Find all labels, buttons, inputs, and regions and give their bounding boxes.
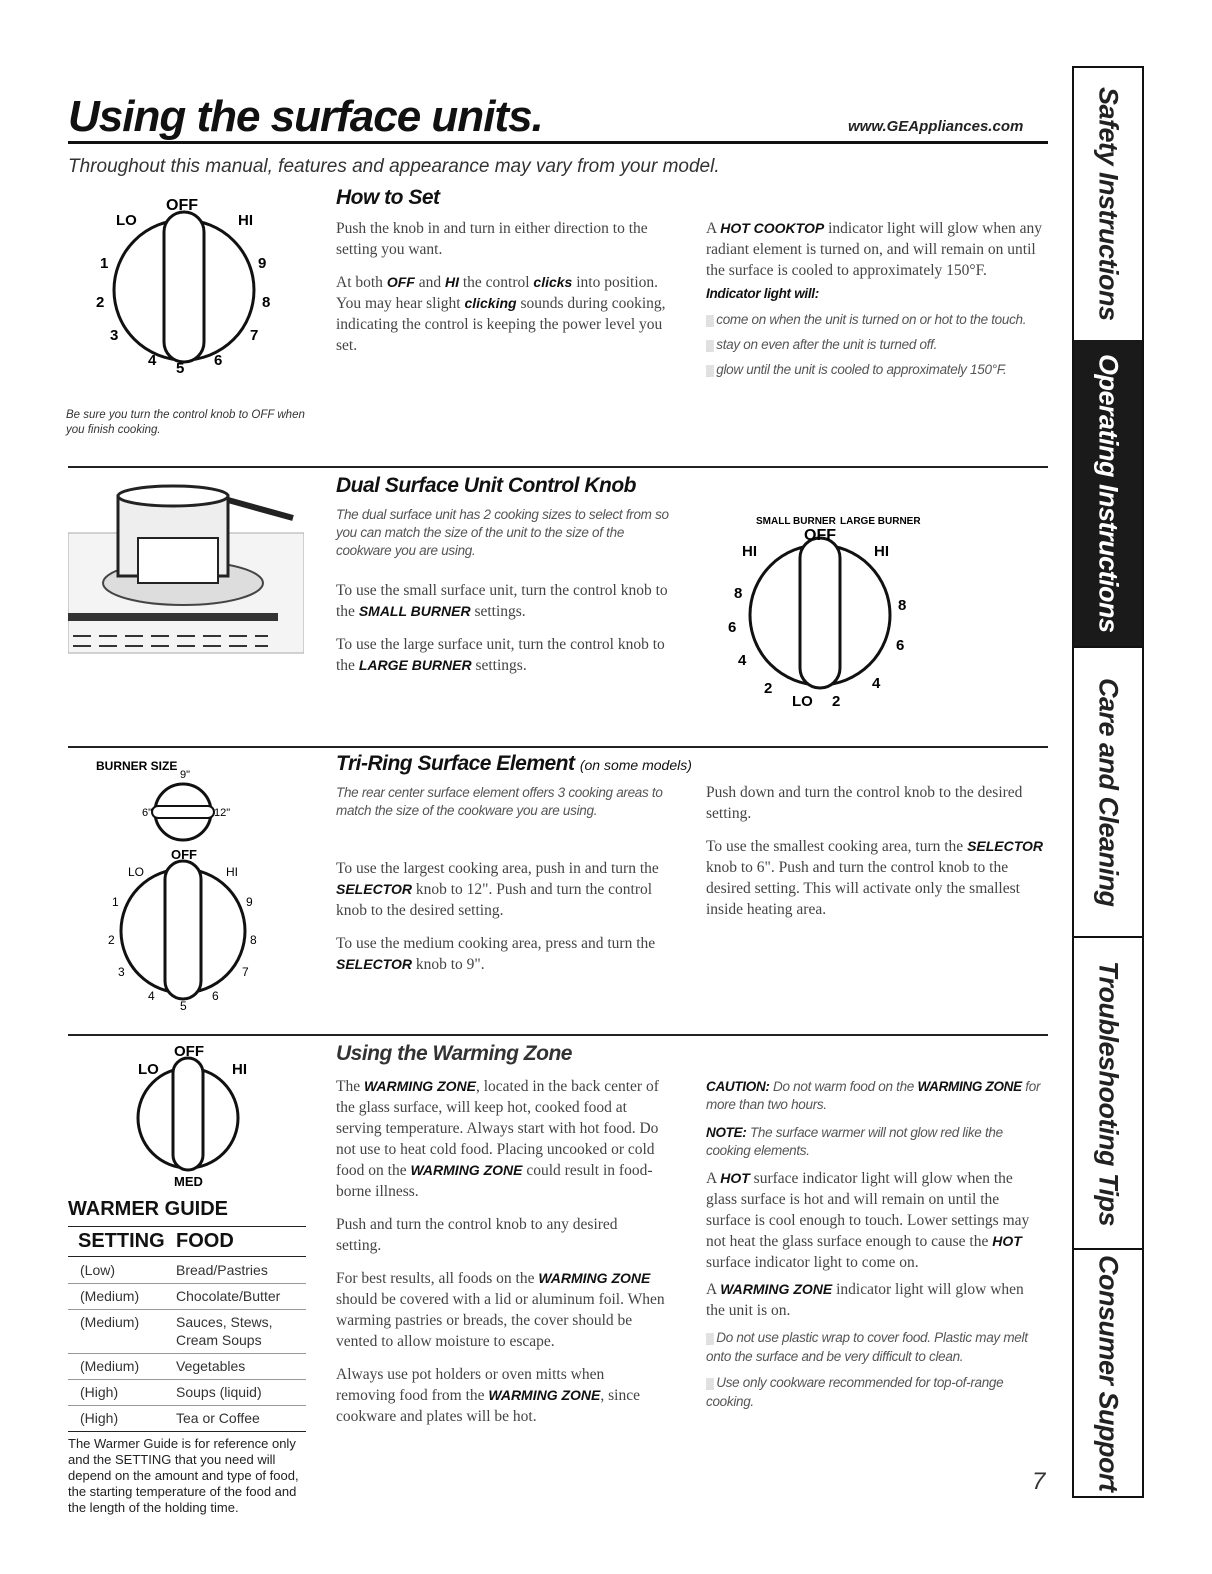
dual-surface-intro: The dual surface unit has 2 cooking sizes to select from so you can match the size of the unit to the size of the cookware you are using. [336,507,669,558]
knob-label: SMALL BURNER [756,516,836,527]
knob-label: OFF [174,1043,204,1060]
knob-label: LARGE BURNER [840,516,921,527]
knob-label: OFF [171,847,197,862]
tri-ring-text-right: Push down and turn the control knob to the desired setting. To use the smallest cooking area, turn the SELECTOR knob to 6". Push and turn the control knob to the desired setting. This will activate only the smallest inside heating area. [706,784,1044,918]
warming-zone-heading: Using the Warming Zone [336,1042,572,1065]
guide-setting: (Medium) [80,1288,140,1304]
website-url[interactable]: www.GEAppliances.com [848,118,1024,135]
knob-label: 6 [214,352,223,369]
tab-operating-instructions[interactable]: Operating Instructions [1074,340,1142,646]
tab-troubleshooting-tips[interactable]: Troubleshooting Tips [1093,960,1124,1226]
guide-food: Cream Soups [176,1332,262,1348]
knob-label: 6" [142,807,153,819]
guide-food: Chocolate/Butter [176,1288,281,1304]
knob-label: MED [174,1174,203,1189]
warming-zone-text-left: The WARMING ZONE, located in the back center of the glass surface, will keep hot, cooked food at serving temperature. Always start with hot food. Do not use to heat cold food. Placing uncooked or cold food on the WARMING ZONE could result in food-borne illness. Push and turn the control knob to any desired setting. For best results, all foods on the WARMING ZONE should be covered with a lid or aluminum foil. When warming pastries or breads, the cover should be vented to allow moisture to escape. Always use pot holders or oven mitts when removing food from the WARMING ZONE, since cookware and plates will be hot. [336,1078,665,1425]
tab-consumer-support[interactable]: Consumer Support [1093,1254,1124,1492]
knob-label: 2 [108,933,115,947]
knob-label: HI [232,1061,247,1078]
knob-label: HI [226,865,238,879]
knob-label: 7 [242,965,249,979]
knob-label: 5 [176,360,185,377]
warming-zone-knob-illustration [100,1040,300,1190]
knob-label: 3 [118,965,125,979]
guide-setting: (Low) [80,1262,116,1278]
section-tabs [1072,66,1144,1498]
tri-ring-heading: Tri-Ring Surface Element (on some models) [336,752,692,775]
knob-lo-label: LO [116,212,137,229]
indicator-bullet: ▒ come on when the unit is turned on or hot to the touch. [706,311,1046,330]
tri-ring-intro: The rear center surface element offers 3 cooking areas to match the size of the cookware you are using. [336,785,663,818]
knob-hi-label: HI [238,212,253,229]
guide-setting: (High) [80,1384,119,1400]
guide-setting: (Medium) [80,1358,140,1374]
knob-label: LO [792,693,813,710]
knob-label: 2 [832,693,841,710]
dual-burner-pots-illustration [68,478,304,663]
warming-zone-text-right: CAUTION: Do not warm food on the WARMING ZONE for more than two hours. NOTE: The surface warmer will not glow red like the cooking elements. A HOT surface indicator light will glow when the glass surface is hot and will remain on until the surface is cool enough to touch. Lower settings may not heat the glass surface enough to cause the HOT surface indicator light to come on. A WARMING ZONE indicator light will glow when the unit is on. ▒ Do not use plastic wrap to cover food. Plastic may melt onto the surface and be very difficult to clean. ▒ Use only cookware recommended for top-of-range cooking. [706,1078,1046,1411]
knob-label: 8 [734,585,743,602]
how-to-set-heading: How to Set [336,186,440,209]
tri-ring-knobs-illustration [68,756,308,1018]
section-divider [68,746,1048,748]
knob-label: 4 [148,352,157,369]
column-header-food: FOOD [176,1230,234,1252]
knob-label: 2 [764,680,773,697]
knob-label: 5 [180,999,187,1013]
knob-label: 8 [898,597,907,614]
knob-label: 6 [896,637,905,654]
knob-label: 9 [258,255,267,272]
knob-label: 1 [100,255,109,272]
knob-label: 3 [110,327,119,344]
dual-surface-heading: Dual Surface Unit Control Knob [336,474,636,497]
warming-bullet: ▒ Do not use plastic wrap to cover food. Plastic may melt onto the surface and be very difficult to clean. [706,1329,1046,1366]
knob-label: 6 [212,989,219,1003]
control-knob-illustration [66,190,316,390]
knob-label: HI [874,543,889,560]
how-to-set-text: Push the knob in and turn in either direction to the setting you want. At both OFF and HI the control clicks into position. You may hear slight clicking sounds during cooking, indicating the control is keeping the power level you set. [336,220,666,354]
knob-label: HI [742,543,757,560]
dual-surface-text: To use the small surface unit, turn the control knob to the SMALL BURNER settings. To use the large surface unit, turn the control knob to the LARGE BURNER settings. [336,582,668,674]
knob-label: LO [138,1061,159,1078]
guide-food: Vegetables [176,1358,246,1374]
dual-knob-illustration [712,510,932,710]
hot-cooktop-text: A HOT COOKTOP indicator light will glow when any radiant element is turned on, and will remain on until the surface is cooled to approximately 150°F. Indicator light will: ▒ come on when the unit is turned on or hot to the touch. ▒ stay on even after the unit is turned off. ▒ glow until the unit is cooled to approximately 150°F. [706,218,1046,380]
knob-label: 12" [214,807,231,819]
column-header-setting: SETTING [78,1230,165,1252]
tab-care-and-cleaning[interactable]: Care and Cleaning [1093,677,1124,907]
guide-food: Bread/Pastries [176,1262,268,1278]
section-divider [68,1034,1048,1036]
knob-label: 9" [180,769,191,781]
page-number: 7 [1032,1468,1046,1495]
guide-setting: (High) [80,1410,119,1426]
header-rule [68,141,1048,144]
tri-ring-text-left: To use the largest cooking area, push in and turn the SELECTOR knob to 12". Push and turn the control knob to the desired setting. To use the medium cooking area, press and turn the SELECTOR knob to 9". [336,860,659,973]
knob-label: 2 [96,294,105,311]
knob-label: BURNER SIZE [96,759,178,773]
warming-bullet: ▒ Use only cookware recommended for top-of-range cooking. [706,1374,1046,1411]
warmer-guide-title: WARMER GUIDE [68,1198,228,1220]
knob-label: 4 [148,989,155,1003]
warmer-guide-note: The Warmer Guide is for reference only and the SETTING that you need will depend on the amount and type of food, the starting temperature of the food and the length of the holding time. [68,1436,299,1515]
indicator-bullet: ▒ glow until the unit is cooled to approximately 150°F. [706,361,1046,380]
knob-label: 4 [738,652,747,669]
guide-food: Sauces, Stews, [176,1314,273,1330]
knob-off-label: OFF [166,197,198,214]
page-subtitle: Throughout this manual, features and appearance may vary from your model. [68,156,720,177]
guide-food: Soups (liquid) [176,1384,262,1400]
indicator-heading: Indicator light will: [706,286,819,301]
knob-label: 6 [728,619,737,636]
guide-setting: (Medium) [80,1314,140,1330]
knob-label: LO [128,865,145,879]
knob-label: 9 [246,895,253,909]
knob-label: OFF [804,527,836,544]
section-divider [68,466,1048,468]
page-title: Using the surface units. [68,92,543,141]
knob-label: 8 [250,933,257,947]
knob-label: 7 [250,327,259,344]
guide-food: Tea or Coffee [176,1410,260,1426]
indicator-bullet: ▒ stay on even after the unit is turned off. [706,336,1046,355]
knob-label: 8 [262,294,271,311]
knob-label: 1 [112,895,119,909]
tab-safety-instructions[interactable]: Safety Instructions [1093,87,1124,321]
knob-label: 4 [872,675,881,692]
knob-caption: Be sure you turn the control knob to OFF when you finish cooking. [66,409,305,436]
